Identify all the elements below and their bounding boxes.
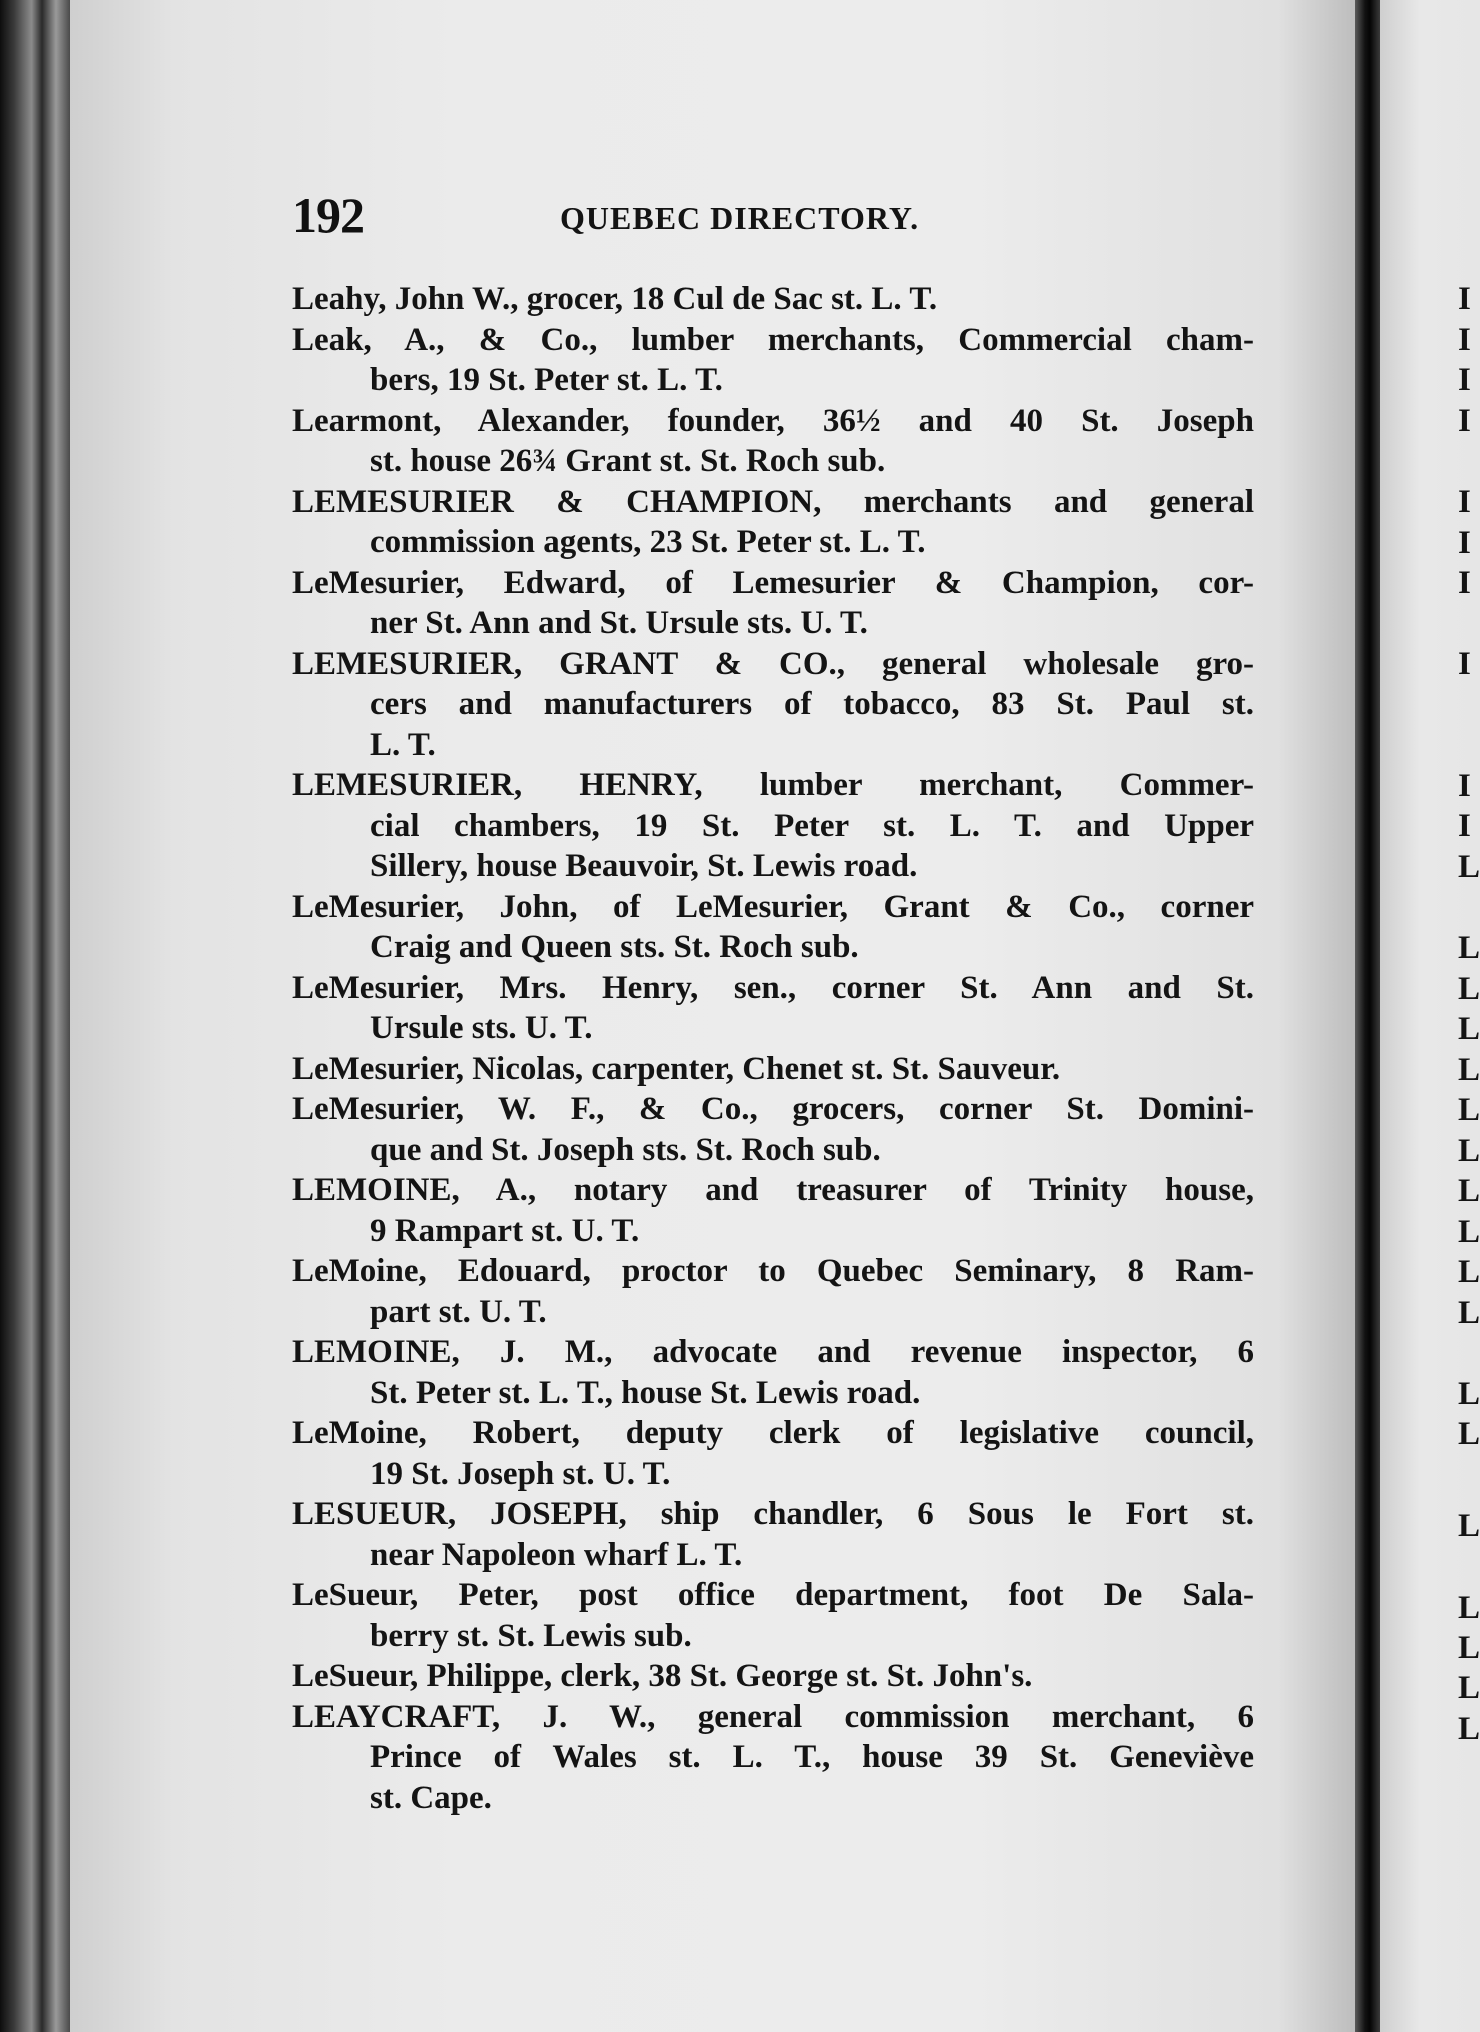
directory-entry	[292, 279, 1254, 320]
entry-first-line: LeMesurier, John, of LeMesurier, Grant & Co., corner	[292, 888, 1254, 925]
facing-page-fragment: L	[1458, 1508, 1480, 1544]
directory-entry	[292, 1413, 1254, 1494]
facing-page-fragment: L	[1458, 1133, 1480, 1169]
directory-entry	[292, 644, 1254, 766]
directory-entry	[292, 1656, 1254, 1697]
directory-entry	[292, 968, 1254, 1049]
facing-page-fragment: L	[1458, 1630, 1480, 1666]
entry-first-line: LEAYCRAFT, J. W., general commission merchant, 6	[292, 1698, 1254, 1735]
entry-continuation-line: Ursule sts. U. T.	[370, 1010, 593, 1046]
entry-continuation-line: st. Cape.	[370, 1779, 492, 1816]
facing-page-fragment: L	[1458, 1670, 1480, 1706]
entry-first-line: LEMESURIER & CHAMPION, merchants and general	[292, 483, 1254, 520]
facing-page-fragment: L	[1458, 1214, 1480, 1250]
entry-continuation-line: St. Peter st. L. T., house St. Lewis road.	[370, 1374, 921, 1411]
directory-entry	[292, 1332, 1254, 1413]
facing-page-fragment: I	[1458, 362, 1471, 398]
directory-entry	[292, 1494, 1254, 1575]
entry-continuation-line: bers, 19 St. Peter st. L. T.	[370, 362, 723, 398]
directory-entry	[292, 1170, 1254, 1251]
book-page-edges	[0, 0, 70, 2032]
facing-page-fragment: I	[1458, 525, 1471, 561]
facing-page-fragment: L	[1458, 1416, 1480, 1452]
facing-page-fragment: L	[1458, 849, 1480, 885]
entry-first-line: Leak, A., & Co., lumber merchants, Commercial cham-	[292, 321, 1254, 358]
directory-entry	[292, 563, 1254, 644]
entry-first-line: Leahy, John W., grocer, 18 Cul de Sac st. L. T.	[292, 281, 938, 317]
facing-page-fragment: L	[1458, 971, 1480, 1007]
entry-continuation-line: ner St. Ann and St. Ursule sts. U. T.	[370, 605, 868, 641]
entry-continuation-line: 9 Rampart st. U. T.	[370, 1212, 640, 1249]
facing-page-fragment: L	[1458, 1052, 1480, 1088]
entry-first-line: LeMesurier, Nicolas, carpenter, Chenet st. St. Sauveur.	[292, 1050, 1061, 1087]
entry-continuation-line: L. T.	[370, 726, 436, 763]
entry-continuation-line: st. house 26¾ Grant st. St. Roch sub.	[370, 443, 886, 479]
entry-first-line: LeMoine, Edouard, proctor to Quebec Seminary, 8 Ram-	[292, 1253, 1254, 1289]
page-header	[292, 186, 1252, 246]
facing-page-fragment: L	[1458, 1173, 1480, 1209]
entry-continuation-line: Prince of Wales st. L. T., house 39 St. Geneviève	[370, 1739, 1254, 1775]
directory-entry	[292, 1089, 1254, 1170]
entry-continuation-line: near Napoleon wharf L. T.	[370, 1536, 743, 1573]
facing-page-fragment: I	[1458, 322, 1471, 358]
facing-page-fragment: L	[1458, 1092, 1480, 1128]
directory-entry	[292, 401, 1254, 482]
facing-page-fragment: I	[1458, 484, 1471, 520]
entry-continuation-line: 19 St. Joseph st. U. T.	[370, 1455, 671, 1492]
entry-continuation-line: cers and manufacturers of tobacco, 83 St. Paul st.	[370, 686, 1254, 722]
facing-page-fragment: I	[1458, 403, 1471, 439]
facing-page-fragment: L	[1458, 1711, 1480, 1747]
entry-first-line: Learmont, Alexander, founder, 36½ and 40 St. Joseph	[292, 402, 1254, 439]
directory-entry	[292, 1575, 1254, 1656]
entry-continuation-line: Sillery, house Beauvoir, St. Lewis road.	[370, 848, 918, 884]
directory-entries	[292, 279, 1254, 1818]
facing-page-fragment: L	[1458, 1011, 1480, 1047]
facing-page-fragment: I	[1458, 646, 1471, 682]
entry-continuation-line: part st. U. T.	[370, 1293, 547, 1330]
entry-first-line: LeMesurier, Mrs. Henry, sen., corner St. Ann and St.	[292, 969, 1254, 1006]
entry-continuation-line: cial chambers, 19 St. Peter st. L. T. and Upper	[370, 807, 1254, 844]
running-head: QUEBEC DIRECTORY.	[560, 200, 920, 236]
facing-page-fragment: L	[1458, 1376, 1480, 1412]
entry-first-line: LeMoine, Robert, deputy clerk of legislative council,	[292, 1415, 1254, 1451]
facing-page-fragment: L	[1458, 1590, 1480, 1626]
directory-entry	[292, 320, 1254, 401]
facing-page-fragment: I	[1458, 565, 1471, 601]
entry-continuation-line: Craig and Queen sts. St. Roch sub.	[370, 929, 859, 965]
directory-entry	[292, 887, 1254, 968]
entry-first-line: LEMESURIER, GRANT & CO., general wholesale gro-	[292, 645, 1254, 682]
facing-page-fragment: L	[1458, 1254, 1480, 1290]
directory-entry	[292, 1697, 1254, 1819]
entry-first-line: LeMesurier, Edward, of Lemesurier & Champion, cor-	[292, 564, 1254, 601]
directory-entry	[292, 482, 1254, 563]
entry-first-line: LeSueur, Philippe, clerk, 38 St. George st. St. John's.	[292, 1658, 1033, 1694]
facing-page-edge	[1380, 0, 1480, 2032]
entry-continuation-line: que and St. Joseph sts. St. Roch sub.	[370, 1131, 881, 1168]
facing-page-fragment: L	[1458, 1295, 1480, 1331]
facing-page-fragment: I	[1458, 281, 1471, 317]
entry-first-line: LEMESURIER, HENRY, lumber merchant, Commer-	[292, 767, 1254, 803]
facing-page-fragment: I	[1458, 768, 1471, 804]
directory-entry	[292, 1049, 1254, 1090]
facing-page-fragment: L	[1458, 930, 1480, 966]
entry-continuation-line: berry st. St. Lewis sub.	[370, 1617, 692, 1654]
entry-first-line: LESUEUR, JOSEPH, ship chandler, 6 Sous le Fort st.	[292, 1496, 1254, 1532]
entry-first-line: LeSueur, Peter, post office department, foot De Sala-	[292, 1577, 1254, 1613]
entry-first-line: LeMesurier, W. F., & Co., grocers, corner St. Domini-	[292, 1091, 1254, 1127]
directory-entry	[292, 765, 1254, 887]
entry-continuation-line: commission agents, 23 St. Peter st. L. T.	[370, 524, 926, 560]
entry-first-line: LEMOINE, J. M., advocate and revenue inspector, 6	[292, 1334, 1254, 1370]
directory-entry	[292, 1251, 1254, 1332]
facing-page-fragment: I	[1458, 808, 1471, 844]
book-gutter	[1355, 0, 1380, 2032]
entry-first-line: LEMOINE, A., notary and treasurer of Trinity house,	[292, 1172, 1254, 1208]
page-number: 192	[292, 187, 364, 243]
